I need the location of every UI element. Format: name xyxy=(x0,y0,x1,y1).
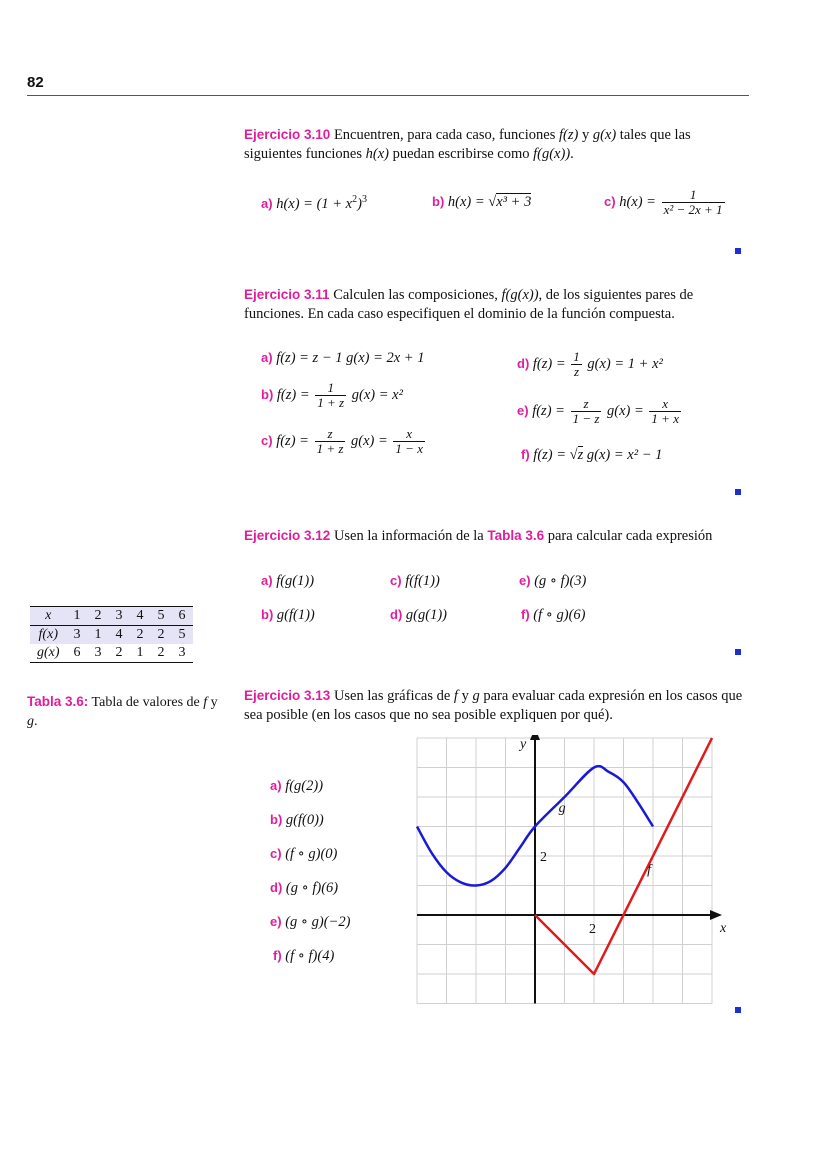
table-row: g(x) 6 3 2 1 2 3 xyxy=(30,644,193,663)
exercise-3-13-statement: Ejercicio 3.13 Usen las gráficas de f y g para evaluar cada expresión en los casos que sea posible (en los casos que no sea posible expliquen por qué). xyxy=(244,688,743,723)
fraction: $\frac{z}{1 + z}$ xyxy=(316,426,344,456)
series-label-g: g xyxy=(558,800,566,816)
fraction: $\frac{x}{1 + x}$ xyxy=(651,396,679,426)
exercise-3-13-item-b: b) g(f(0)) xyxy=(270,812,324,828)
fraction: $\frac{1}{1 + z}$ xyxy=(317,380,345,410)
end-of-exercise-marker xyxy=(735,649,741,655)
axes xyxy=(417,735,722,1004)
grid xyxy=(417,738,712,1004)
end-of-exercise-marker xyxy=(735,489,741,495)
exercise-3-11-item-a: a) f(z) = z − 1 g(x) = 2x + 1 xyxy=(261,350,425,366)
fraction: $\frac{z}{1 - z}$ xyxy=(572,396,600,426)
exercise-3-10-title: Ejercicio 3.10 xyxy=(244,127,331,142)
header-rule xyxy=(27,95,749,96)
fraction: $\frac{x}{1 - x}$ xyxy=(395,426,423,456)
exercise-3-12-item-a: a) f(g(1)) xyxy=(261,573,315,589)
exercise-3-13-item-e: e) (g ∘ g)(−2) xyxy=(270,914,351,930)
exercise-3-13-item-c: c) (f ∘ g)(0) xyxy=(270,846,338,862)
y-axis-arrow xyxy=(530,735,540,740)
exercise-3-11-item-e: e) f(z) = $\frac{z}{1 - z}$ g(x) = $\frac{x}{1 + x}$ xyxy=(517,396,679,426)
exercise-3-12-title: Ejercicio 3.12 xyxy=(244,528,331,543)
exercise-3-12-item-c: c) f(f(1)) xyxy=(390,573,440,589)
exercise-3-10-item-c: c) h(x) = $\frac{1}{\text{x² − 2x + 1}}$ xyxy=(604,187,723,217)
y-tick-label: 2 xyxy=(540,850,547,865)
exercise-3-10-statement: Ejercicio 3.10 Encuentren, para cada caso, funciones f(z) y g(x) tales que las siguientes funciones h(x) puedan escribirse como f(g(x)). xyxy=(244,127,691,162)
end-of-exercise-marker xyxy=(735,248,741,254)
exercise-3-12-item-d: d) g(g(1)) xyxy=(390,607,447,623)
table-3-6 xyxy=(30,606,193,663)
exercise-3-12-item-b: b) g(f(1)) xyxy=(261,607,315,623)
y-axis-label: y xyxy=(520,737,527,752)
end-of-exercise-marker xyxy=(735,1007,741,1013)
exercise-3-12-item-f: f) (f ∘ g)(6) xyxy=(521,607,586,623)
x-tick-label: 2 xyxy=(589,922,596,937)
function-graph xyxy=(400,735,730,1015)
fraction: $\frac{1}{z}$ xyxy=(573,349,580,379)
exercise-3-11-title: Ejercicio 3.11 xyxy=(244,287,330,302)
values-table xyxy=(30,606,193,663)
exercise-3-11-item-d: d) f(z) = $\frac{1}{z}$ g(x) = 1 + x² xyxy=(517,349,663,379)
exercise-3-11-statement: Ejercicio 3.11 Calculen las composiciones, f(g(x)), de los siguientes pares de funciones. En cada caso especifiquen el dominio de la función compuesta. xyxy=(244,287,694,322)
exercise-3-13-title: Ejercicio 3.13 xyxy=(244,688,331,703)
x-axis-arrow xyxy=(710,910,722,920)
exercise-3-12-item-e: e) (g ∘ f)(3) xyxy=(519,573,587,589)
table-3-6-caption: Tabla 3.6: Tabla de valores de f y g. xyxy=(27,694,218,729)
exercise-3-13-item-a: a) f(g(2)) xyxy=(270,778,324,794)
table-row: f(x) 3 1 4 2 2 5 xyxy=(30,626,193,645)
exercise-3-10-item-b: b) h(x) = √x³ + 3 xyxy=(432,194,532,210)
exercise-3-11-item-f: f) f(z) = √z g(x) = x² − 1 xyxy=(521,447,663,463)
table-reference: Tabla 3.6 xyxy=(487,528,545,543)
exercise-3-11-item-c: c) f(z) = $\frac{z}{1 + z}$ g(x) = $\frac{x}{1 - x}$ xyxy=(261,426,423,456)
exercise-3-10-item-a: a) $h(x) = (1 + x^2)^3$ xyxy=(261,194,367,212)
series-label-f: f xyxy=(647,862,651,878)
table-header-row: x 1 2 3 4 5 6 xyxy=(30,607,193,626)
x-axis-label: x xyxy=(720,921,727,936)
exercise-3-13-item-f: f) (f ∘ f)(4) xyxy=(273,948,335,964)
exercise-3-13-item-d: d) (g ∘ f)(6) xyxy=(270,880,339,896)
exercise-3-12-statement: Ejercicio 3.12 Usen la información de la Tabla 3.6 para calcular cada expresión xyxy=(244,528,713,544)
exercise-3-11-item-b: b) f(z) = $\frac{1}{1 + z}$ g(x) = x² xyxy=(261,380,403,410)
fraction: $\frac{1}{\text{x² − 2x + 1}}$ xyxy=(663,187,723,217)
page-number: 82 xyxy=(27,74,44,91)
